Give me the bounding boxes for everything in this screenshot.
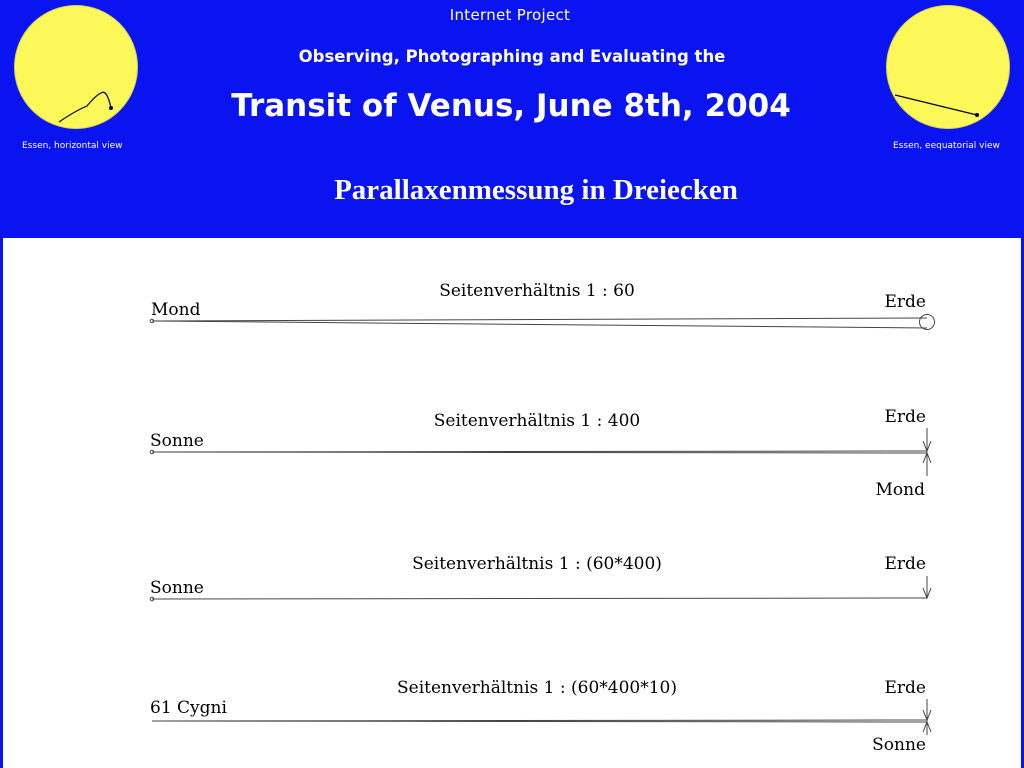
ratio-label: Seitenverhältnis 1 : 400	[433, 411, 641, 431]
earth-circle	[920, 315, 935, 330]
near-object-label: Erde	[884, 407, 926, 427]
triangle-side	[152, 598, 927, 599]
ratio-label: Seitenverhältnis 1 : 60	[439, 281, 635, 301]
project-title: Transit of Venus, June 8th, 2004	[231, 88, 791, 124]
triangle-sun-earth-moon	[150, 407, 931, 500]
near-object-label: Erde	[884, 678, 926, 698]
header-banner	[0, 0, 1024, 238]
triangle-side	[152, 721, 927, 722]
far-object-label: Sonne	[150, 578, 204, 598]
triangle-61cygni-earth-sun	[150, 678, 931, 755]
far-object-label: 61 Cygni	[150, 698, 227, 718]
base-object-label: Mond	[875, 480, 925, 500]
ratio-label: Seitenverhältnis 1 : (60*400)	[412, 554, 662, 574]
far-object-label: Sonne	[150, 431, 204, 451]
project-label: Internet Project	[449, 6, 571, 24]
diagram-panel	[3, 238, 1021, 768]
triangle-sun-earth	[150, 554, 931, 601]
near-object-label: Erde	[884, 554, 926, 574]
slide-title: Parallaxenmessung in Dreiecken	[334, 174, 738, 206]
base-object-label: Sonne	[872, 735, 926, 755]
left-image-caption: Essen, horizontal view	[22, 141, 123, 151]
parallax-triangles-diagram	[3, 238, 1021, 768]
triangle-side	[152, 318, 927, 321]
ratio-label: Seitenverhältnis 1 : (60*400*10)	[397, 678, 677, 698]
right-image-caption: Essen, eequatorial view	[893, 141, 1000, 151]
triangle-moon-earth	[150, 281, 934, 330]
far-object-label: Mond	[151, 300, 201, 320]
project-subtitle: Observing, Photographing and Evaluating the	[298, 47, 726, 66]
near-object-label: Erde	[884, 292, 926, 312]
triangle-side	[152, 321, 927, 328]
triangle-side	[152, 452, 927, 453]
